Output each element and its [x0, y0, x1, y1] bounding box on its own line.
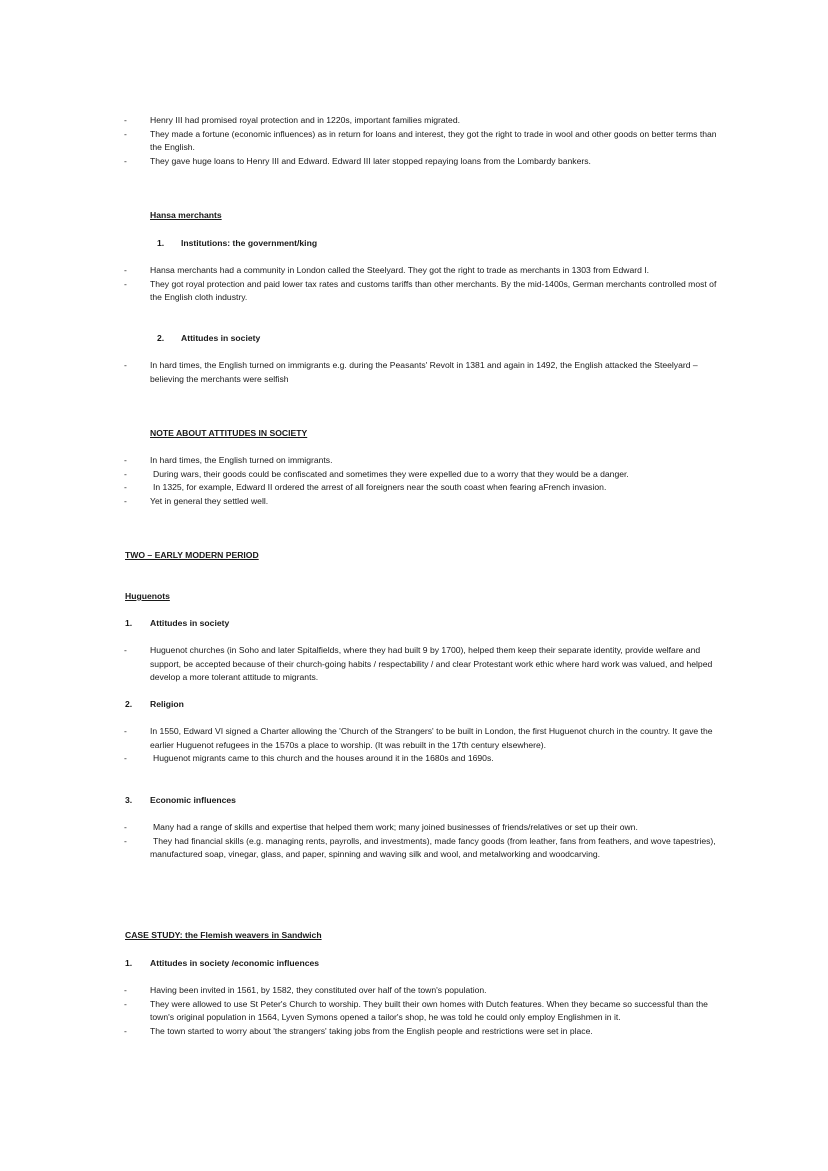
bullet-dash: -	[124, 985, 127, 995]
list-item: - Many had a range of skills and expertise that helped them work; many joined businesses of friends/relatives or set up their own.	[0, 821, 828, 835]
bullet-dash: -	[124, 278, 127, 289]
note-list	[0, 454, 828, 508]
list-item: - They gave huge loans to Henry III and Edward. Edward III later stopped repaying loans from the Lombardy bankers.	[0, 155, 828, 169]
section-heading	[0, 590, 828, 604]
list-item: - They were allowed to use St Peter's Church to worship. They built their own homes with Dutch features. When they became so successful than the town's original population in 1564, Lyven Symons opened a tailor's shop, he was told he could only employ Englishmen in it.	[124, 998, 708, 1023]
subheading: 2. Attitudes in society	[157, 333, 261, 343]
subheading: 1. Institutions: the government/king	[157, 238, 318, 248]
huguenots-list-1	[0, 644, 828, 685]
bullet-dash: -	[124, 482, 127, 493]
bullet-dash: -	[124, 495, 127, 506]
note-title: NOTE ABOUT ATTITUDES IN SOCIETY	[150, 428, 308, 438]
hansa-title: Hansa merchants	[150, 210, 222, 220]
section-heading	[0, 209, 828, 223]
section-heading	[0, 427, 828, 441]
list-item: - They got royal protection and paid lower tax rates and customs tariffs than other merchants. By the mid-1400s, German merchants controlled most of the English cloth industry.	[124, 278, 717, 303]
list-item: - During wars, their goods could be confiscated and sometimes they were expelled due to a worry that they would be a danger.	[0, 468, 828, 482]
bullet-dash: -	[124, 455, 127, 465]
section-heading	[0, 929, 828, 943]
bullet-dash: -	[124, 998, 127, 1009]
bullet-dash: -	[124, 645, 127, 655]
bullet-dash: -	[124, 115, 127, 125]
subheading: 1. Attitudes in society	[125, 618, 230, 628]
list-item: - Huguenot migrants came to this church and the houses around it in the 1680s and 1690s.	[0, 752, 828, 766]
case-study-list	[0, 984, 828, 1038]
list-item: - In 1550, Edward VI signed a Charter allowing the 'Church of the Strangers' to be built in London, the first Huguenot church in the country. It gave the earlier Huguenot refugees in the 1570s a place to worship. (It was rebuilt in the 17th century elsewhere).	[124, 726, 713, 750]
part-heading	[0, 549, 828, 563]
bullet-dash: -	[124, 726, 127, 736]
bullet-dash: -	[124, 360, 127, 370]
huguenots-title: Huguenots	[125, 591, 170, 601]
bullet-dash: -	[124, 835, 127, 846]
bullet-dash: -	[124, 265, 127, 275]
intro-list	[0, 114, 828, 168]
list-item: - They had financial skills (e.g. managing rents, payrolls, and investments), made fancy goods (from leather, fans from feathers, and wove tapestries), manufactured soap, vinegar, glass, and paper, spinning and waving silk and wool, and metalworking and woodcarving.	[124, 835, 716, 860]
list-item: - Henry III had promised royal protection and in 1220s, important families migrated.	[0, 114, 828, 128]
bullet-dash: -	[124, 155, 127, 166]
list-item: - The town started to worry about 'the strangers' taking jobs from the English people and restrictions were set in place.	[0, 1025, 828, 1039]
bullet-dash: -	[124, 822, 127, 832]
hansa-list-1	[0, 264, 828, 305]
case-study-title: CASE STUDY: the Flemish weavers in Sandwich	[125, 930, 322, 940]
list-item: - Having been invited in 1561, by 1582, they constituted over half of the town's population.	[0, 984, 828, 998]
bullet-dash: -	[124, 1025, 127, 1036]
subheading: 1. Attitudes in society /economic influences	[125, 958, 320, 968]
bullet-dash: -	[124, 753, 127, 764]
part-two-title: TWO – EARLY MODERN PERIOD	[125, 550, 259, 560]
bullet-dash: -	[124, 468, 127, 479]
huguenots-list-3	[0, 821, 828, 862]
hansa-list-2	[0, 359, 828, 386]
list-item: - In hard times, the English turned on immigrants e.g. during the Peasants' Revolt in 1381 and again in 1492, the English attacked the Steelyard – believing the merchants were selfish	[124, 360, 698, 384]
bullet-dash: -	[124, 128, 127, 139]
list-item: - Yet in general they settled well.	[0, 495, 828, 509]
subheading: 2. Religion	[125, 699, 184, 709]
list-item: - In hard times, the English turned on immigrants.	[0, 454, 828, 468]
list-item: - In 1325, for example, Edward II ordered the arrest of all foreigners near the south coast when fearing aFrench invasion.	[0, 481, 828, 495]
list-item: - Huguenot churches (in Soho and later Spitalfields, where they had built 9 by 1700), helped them keep their separate identity, provide welfare and support, be accepted because of their church-going habits / respectability / and clear Protestant work ethic where hard work was valued, and helped develop a more tolerant attitude to migrants.	[124, 645, 713, 683]
huguenots-list-2	[0, 725, 828, 766]
list-item: - Hansa merchants had a community in London called the Steelyard. They got the right to trade as merchants in 1303 from Edward I.	[0, 264, 828, 278]
list-item: - They made a fortune (economic influences) as in return for loans and interest, they got the right to trade in wool and other goods on better terms than the English.	[124, 128, 717, 153]
subheading: 3. Economic influences	[125, 795, 236, 805]
